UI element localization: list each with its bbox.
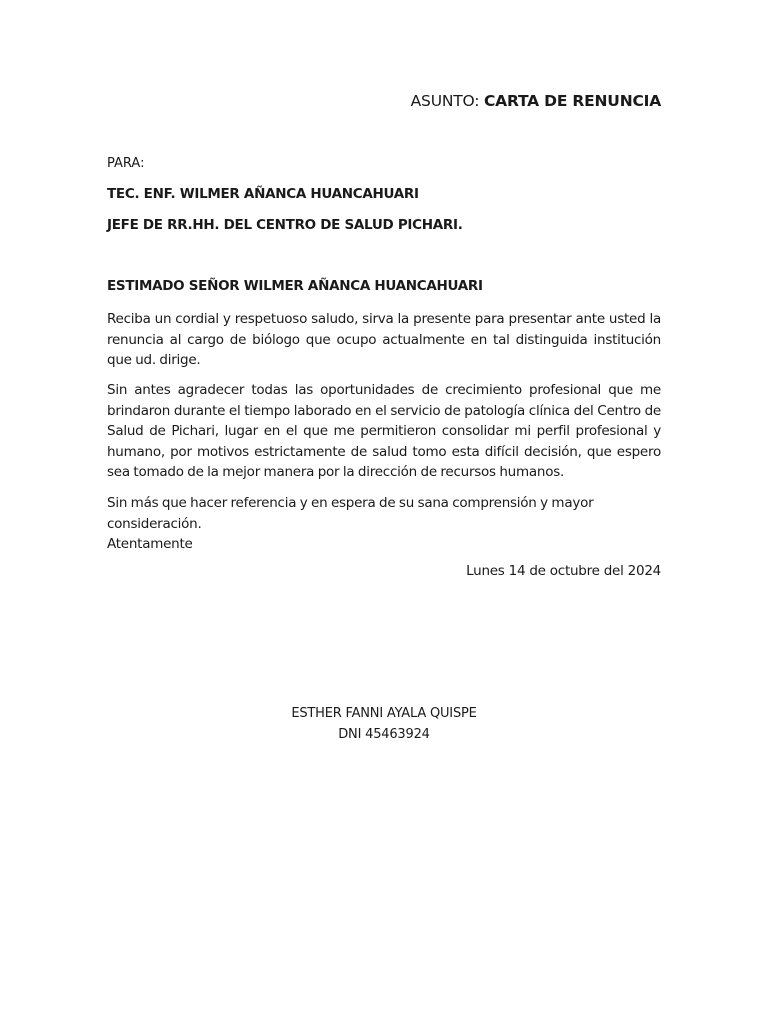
body-paragraph-3: [107, 493, 661, 555]
signature-name: ESTHER FANNI AYALA QUISPE: [291, 706, 477, 721]
closing-word: Atentamente: [107, 536, 193, 552]
recipient-position: JEFE DE RR.HH. DEL CENTRO DE SALUD PICHARI.: [107, 217, 463, 233]
subject-title: CARTA DE RENUNCIA: [483, 92, 661, 110]
letter-date: Lunes 14 de octubre del 2024: [466, 563, 661, 579]
body-paragraph-2: Sin antes agradecer todas las oportunidades de crecimiento profesional que me brindaron durante el tiempo laborado en el servicio de patología clínica del Centro de Salud de Pichari, lugar en el que me permitieron consolidar mi perfil profesional y humano, por motivos estrictamente de salud tomo esta difícil decisión, que espero sea tomado de la mejor manera por la dirección de recursos humanos.: [107, 382, 661, 480]
signature-dni: DNI 45463924: [338, 727, 430, 742]
recipient-name: TEC. ENF. WILMER AÑANCA HUANCAHUARI: [107, 186, 419, 202]
recipient-label: PARA:: [107, 156, 145, 171]
body-paragraph-1: Reciba un cordial y respetuoso saludo, sirva la presente para presentar ante usted la renuncia al cargo de biólogo que ocupo actualmente en tal distinguida institución que ud. dirige.: [107, 311, 661, 368]
subject-prefix: ASUNTO:: [410, 92, 484, 110]
subject-line: [411, 92, 661, 110]
salutation: ESTIMADO SEÑOR WILMER AÑANCA HUANCAHUARI: [107, 278, 483, 294]
closing-sentence: Sin más que hacer referencia y en espera de su sana comprensión y mayor consideración.: [107, 495, 594, 532]
